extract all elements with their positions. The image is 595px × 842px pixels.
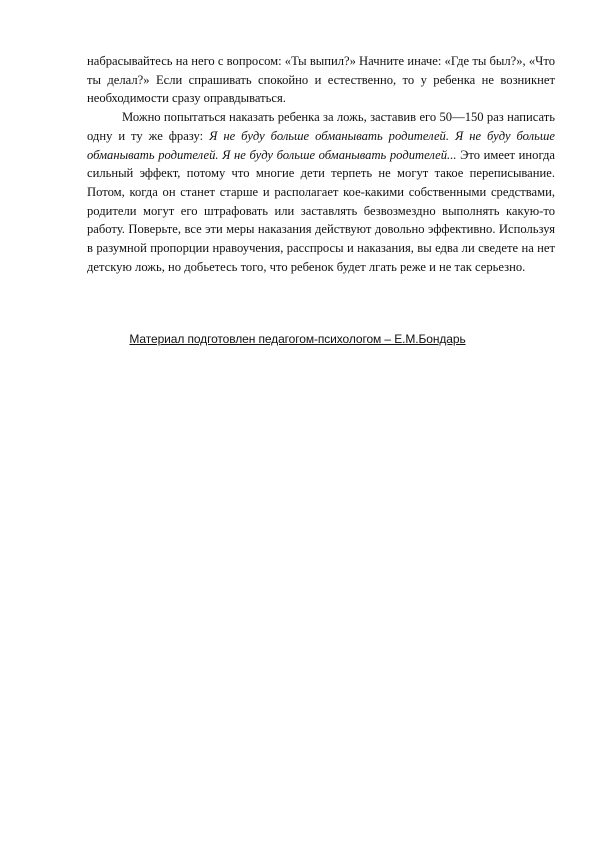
author-credit <box>0 332 595 346</box>
paragraph-2-rest: Это имеет иногда сильный эффект, потому что многие дети терпеть не могут такое переписывание. Потом, когда он станет старше и располагает кое-какими собственными средствами, родители могут его штрафовать или заставлять безвозмездно выполнять какую-то работу. Поверьте, все эти меры наказания действуют довольно эффективно. Используя в разумной пропорции нравоучения, расспросы и наказания, вы едва ли сведете на нет детскую ложь, но добьетесь того, что ребенок будет лгать реже и не так серьезно. <box>87 147 555 274</box>
paragraph-2-intro: Можно попытаться наказать ребенка за ложь, заставив его 50—150 раз написать одну и ту же фразу: <box>87 110 555 143</box>
document-body <box>87 52 555 276</box>
author-credit-text: Материал подготовлен педагогом-психологом – Е.М.Бондарь <box>129 332 466 346</box>
paragraph-2-italic-phrase: Я не буду больше обманывать родителей. Я не буду больше обманывать родителей. Я не буду больше обманывать родителей... <box>87 128 555 162</box>
paragraph-2 <box>87 108 555 276</box>
paragraph-1-text: набрасывайтесь на него с вопросом: «Ты выпил?» Начните иначе: «Где ты был?», «Что ты делал?» Если спрашивать спокойно и естественно, то у ребенка не возникнет необходимости сразу оправдываться. <box>87 54 555 106</box>
paragraph-1 <box>87 52 555 108</box>
